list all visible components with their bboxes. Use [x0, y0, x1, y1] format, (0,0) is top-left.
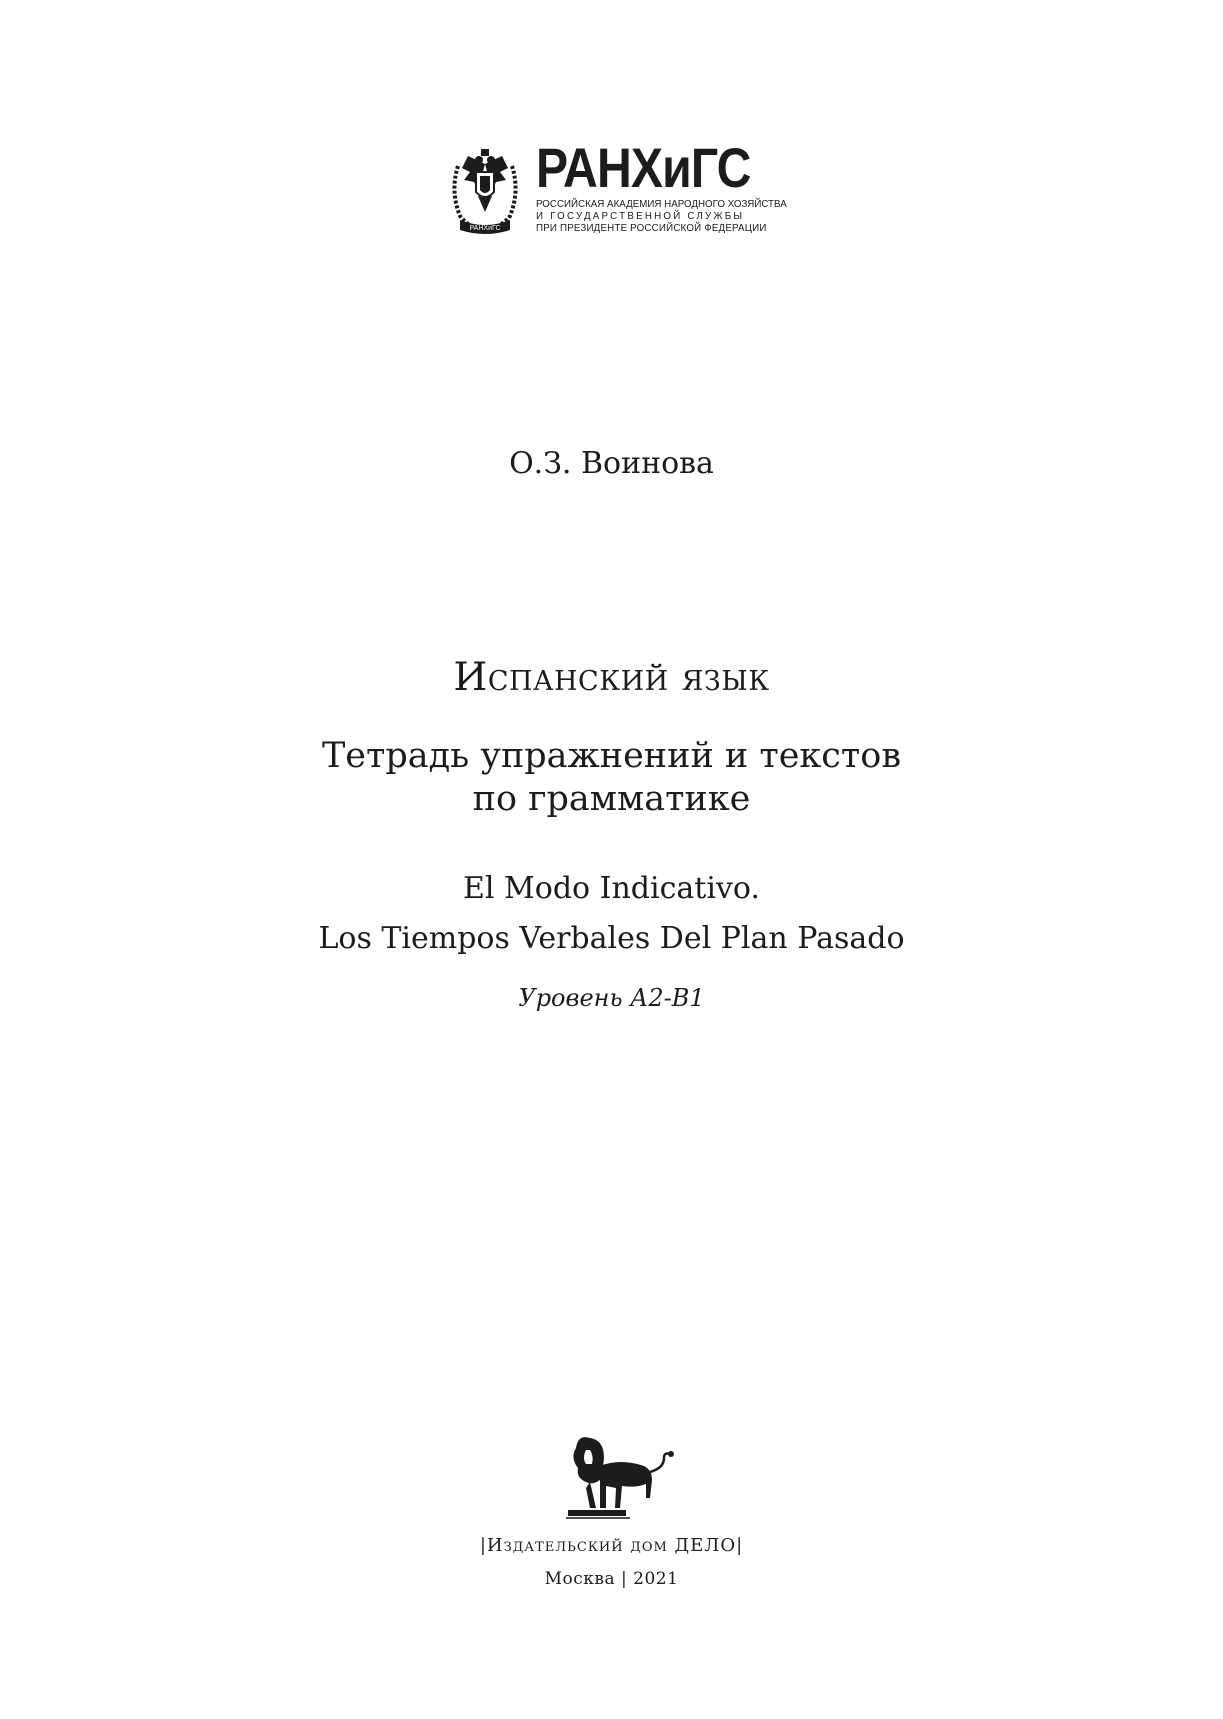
- spanish-title-line-1: El Modo Indicativo.: [463, 871, 760, 906]
- book-subtitle-line-2: по грамматике: [472, 779, 751, 819]
- book-subtitle: [0, 735, 1223, 821]
- logo-subtitle-line-1: РОССИЙСКАЯ АКАДЕМИЯ НАРОДНОГО ХОЗЯЙСТВА: [536, 198, 787, 210]
- ranepa-logo: [448, 136, 787, 238]
- level-label: Уровень А2-В1: [518, 984, 705, 1012]
- book-subtitle-line-1: Тетрадь упражнений и текстов: [321, 736, 902, 776]
- logo-wordmark: РАНХиГС: [536, 136, 751, 199]
- emblem-ribbon-text: РАНХиГС: [469, 225, 501, 232]
- spanish-title-line-2: Los Tiempos Verbales Del Plan Pasado: [318, 921, 905, 956]
- city-year: Москва | 2021: [544, 1569, 679, 1589]
- publisher-name: |Издательский дом ДЕЛО|: [479, 1535, 744, 1556]
- author-name: О.З. Воинова: [509, 446, 714, 481]
- logo-subtitle-line-3: ПРИ ПРЕЗИДЕНТЕ РОССИЙСКОЙ ФЕДЕРАЦИИ: [536, 222, 767, 234]
- book-title: Испанский язык: [453, 655, 770, 700]
- double-headed-eagle-emblem-icon: [448, 146, 522, 236]
- lion-icon: [560, 1428, 680, 1520]
- logo-subtitle-line-2: И ГОСУДАРСТВЕННОЙ СЛУЖБЫ: [536, 210, 745, 222]
